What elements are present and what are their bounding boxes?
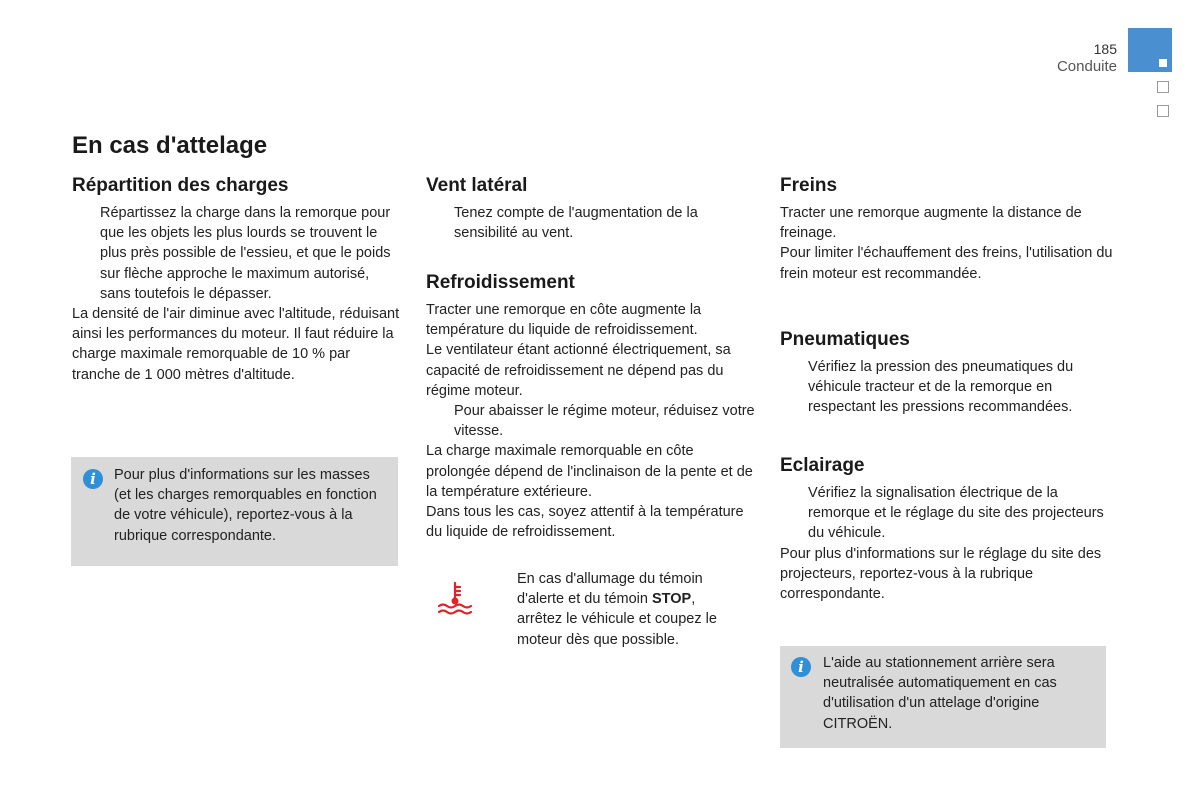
- list-item: [426, 401, 756, 441]
- list-item: [426, 203, 756, 243]
- bullet-text: Pour abaisser le régime moteur, réduisez votre vitesse.: [454, 403, 755, 440]
- info-box: [71, 457, 398, 566]
- info-text: L'aide au stationnement arrière sera neutralisée automatiquement en cas d'utilisation d'un attelage d'origine CITROËN.: [823, 655, 1057, 732]
- heading-pneumatiques: Pneumatiques: [780, 329, 910, 350]
- heading-eclairage: Eclairage: [780, 455, 865, 476]
- page-title: En cas d'attelage: [72, 132, 268, 159]
- list-item: [72, 203, 402, 304]
- list-item: [780, 483, 1115, 544]
- warning-text: [517, 571, 717, 648]
- page-number: 185: [1093, 41, 1117, 57]
- info-text: Pour plus d'informations sur les masses (et les charges remorquables en fonction de votre véhicule), reportez-vous à la rubrique correspondante.: [114, 467, 377, 544]
- bullet-text: Vérifiez la signalisation électrique de la remorque et le réglage du site des projecteurs du véhicule.: [808, 485, 1104, 542]
- chapter-tab-box: [1157, 105, 1169, 117]
- stop-label: STOP: [651, 591, 692, 608]
- paragraph: Le ventilateur étant actionné électriquement, sa capacité de refroidissement ne dépend pas du régime moteur.: [426, 342, 731, 399]
- info-box: [780, 646, 1106, 748]
- chapter-tab-box: [1157, 81, 1169, 93]
- bullet-text: Répartissez la charge dans la remorque pour que les objets les plus lourds se trouvent le plus près possible de l'essieu, et que le poids sur flèche approche le maximum autorisé, sans toutefois le dépasser.: [100, 205, 391, 302]
- col2-text: [426, 300, 756, 542]
- section-title: Conduite: [1056, 58, 1117, 75]
- warning-text-start: En cas d'allumage du témoin d'alerte et du témoin: [517, 571, 703, 608]
- paragraph: Pour limiter l'échauffement des freins, l'utilisation du frein moteur est recommandée.: [780, 245, 1113, 282]
- paragraph: Tracter une remorque augmente la distance de freinage.: [780, 205, 1082, 242]
- paragraph: Pour plus d'informations sur le réglage du site des projecteurs, reportez-vous à la rubrique correspondante.: [780, 545, 1102, 603]
- col1-text: [72, 203, 402, 385]
- heading-refroidissement: Refroidissement: [426, 272, 575, 293]
- heading-repartition: Répartition des charges: [72, 175, 289, 196]
- chapter-tab-marker: [1159, 59, 1167, 67]
- warning-note: [489, 569, 744, 650]
- paragraph: La densité de l'air diminue avec l'altitude, réduisant ainsi les performances du moteur. Il faut réduire la charge maximale remorquable de 10 % par tranche de 1 000 mètres d'altitude.: [72, 306, 400, 383]
- heading-freins: Freins: [780, 175, 838, 196]
- paragraph: La charge maximale remorquable en côte prolongée dépend de l'inclinaison de la pente et de la température extérieure.: [426, 443, 753, 500]
- list-item: [489, 569, 744, 650]
- col3-text-pneus: [780, 357, 1115, 418]
- col2-text-top: [426, 203, 756, 243]
- warning-text-end: , arrêtez le véhicule et coupez le moteur dès que possible.: [517, 591, 717, 648]
- info-icon: i: [83, 469, 103, 489]
- info-icon: i: [791, 657, 811, 677]
- col3-text-eclairage: [780, 483, 1115, 604]
- heading-vent-lateral: Vent latéral: [426, 175, 528, 196]
- list-item: [780, 357, 1115, 418]
- paragraph: Dans tous les cas, soyez attentif à la température du liquide de refroidissement.: [426, 504, 744, 541]
- paragraph: Tracter une remorque en côte augmente la température du liquide de refroidissement.: [426, 302, 702, 339]
- bullet-text: Tenez compte de l'augmentation de la sensibilité au vent.: [454, 205, 698, 242]
- col3-text-freins: [780, 203, 1115, 284]
- bullet-text: Vérifiez la pression des pneumatiques du véhicule tracteur et de la remorque en respectant les pressions recommandées.: [808, 359, 1074, 416]
- coolant-temperature-warning-icon: [436, 580, 474, 616]
